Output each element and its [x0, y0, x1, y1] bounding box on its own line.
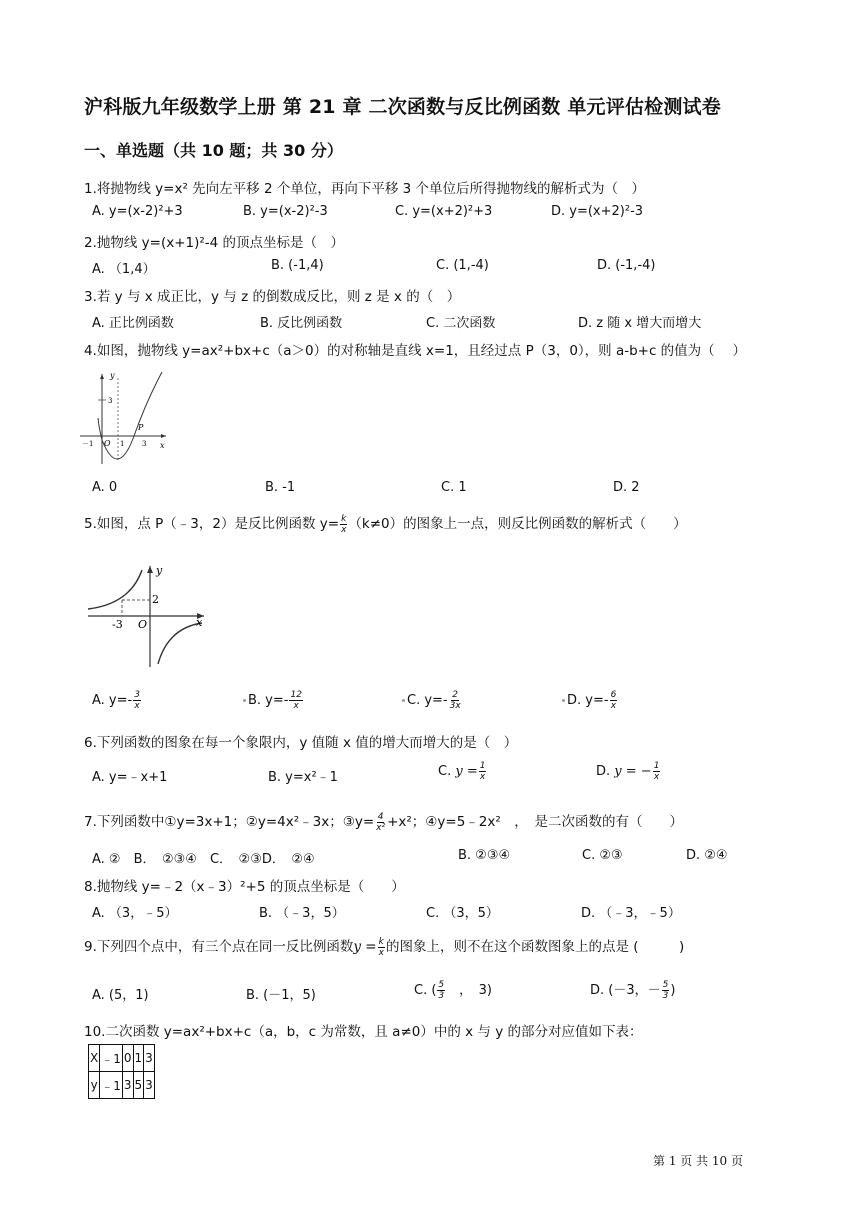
- q7-option-b[interactable]: B. ②③④: [458, 848, 511, 863]
- q9-d-suffix: ): [670, 983, 676, 998]
- q5-b-fraction: [289, 690, 302, 711]
- fig5-tick-neg3: -3: [112, 618, 123, 631]
- table-cell: 1: [133, 1045, 144, 1072]
- fig5-y-label: y: [156, 564, 163, 577]
- q5-stem-prefix: 5.如图，点 P（﹣3，2）是反比例函数 y=: [84, 516, 340, 532]
- q9-fraction: [378, 937, 385, 958]
- q6-d-fraction: [653, 761, 661, 782]
- option-marker-icon: [402, 699, 405, 702]
- q3-option-a[interactable]: A. 正比例函数: [92, 316, 174, 331]
- q9-c-den: 3: [438, 991, 445, 1001]
- q7-frac-den: x²: [376, 822, 386, 833]
- q6-c-den: x: [479, 772, 486, 782]
- q9-d-fraction: [662, 980, 670, 1001]
- q9-frac-num: k: [378, 936, 384, 947]
- fig4-tick-3-x: 3: [142, 440, 147, 448]
- q9-c-prefix: C. (: [414, 983, 437, 998]
- q6-option-d[interactable]: [596, 761, 661, 782]
- question-5-stem: [84, 512, 687, 535]
- q4-option-b[interactable]: B. -1: [265, 480, 296, 495]
- q2-option-b[interactable]: B. (-1,4): [271, 258, 324, 273]
- q9-d-num: 5: [662, 980, 669, 990]
- q7-fraction: [375, 812, 386, 833]
- q5-d-prefix: D. y=-: [567, 693, 609, 708]
- q5-option-d[interactable]: [562, 690, 618, 711]
- hyperbola-figure: [86, 562, 208, 670]
- table-cell: 0: [122, 1045, 133, 1072]
- q6-d-math: y = −: [614, 764, 652, 779]
- option-marker-icon: [243, 699, 246, 702]
- q3-option-c[interactable]: C. 二次函数: [426, 316, 496, 331]
- q4-option-c[interactable]: C. 1: [441, 480, 467, 495]
- q5-b-den: x: [293, 701, 299, 711]
- q2-option-d[interactable]: D. (-1,-4): [597, 258, 656, 273]
- q7-stem-suffix: +x²；④y=5﹣2x² ， 是二次函数的有（ ）: [387, 814, 684, 830]
- q9-stem-math: y =: [353, 939, 377, 955]
- q5-d-fraction: [610, 690, 618, 711]
- q5-c-prefix: C. y=-: [407, 693, 448, 708]
- q6-option-a[interactable]: A. y=﹣x+1: [92, 770, 168, 785]
- question-10-stem: 10.二次函数 y=ax²+bx+c（a，b，c 为常数，且 a≠0）中的 x 与 y 的部分对应值如下表：: [84, 1024, 643, 1040]
- q3-option-d[interactable]: D. z 随 x 增大而增大: [578, 316, 702, 331]
- q5-frac-num: k: [341, 513, 347, 524]
- q10-value-table: [88, 1044, 155, 1099]
- table-cell: 3: [144, 1072, 155, 1099]
- table-row: [89, 1045, 155, 1072]
- q1-option-d[interactable]: D. y=(x+2)²-3: [551, 204, 644, 219]
- page-footer: 第 1 页 共 10 页: [653, 1154, 743, 1168]
- q5-stem-suffix: （k≠0）的图象上一点，则反比例函数的解析式（ ）: [348, 516, 687, 532]
- q5-d-den: x: [610, 701, 617, 711]
- table-cell: ﹣1: [100, 1045, 123, 1072]
- q8-option-a[interactable]: A. （3，﹣5）: [92, 906, 178, 921]
- fig4-tick-3-y: 3: [108, 397, 113, 405]
- parabola-figure: [76, 368, 172, 468]
- q9-stem-suffix: 的图象上，则不在这个函数图象上的点是 ( ): [385, 939, 685, 955]
- q5-c-fraction: [449, 690, 462, 711]
- document-title: 沪科版九年级数学上册 第 21 章 二次函数与反比例函数 单元评估检测试卷: [84, 96, 721, 118]
- q6-d-den: x: [653, 772, 660, 782]
- q2-option-c[interactable]: C. (1,-4): [436, 258, 489, 273]
- q6-option-c[interactable]: [438, 761, 487, 782]
- q9-c-fraction: [437, 980, 445, 1001]
- q5-a-fraction: [133, 690, 141, 711]
- section-heading: 一、单选题（共 10 题；共 30 分）: [84, 141, 343, 160]
- question-2-stem: 2.抛物线 y=(x+1)²-4 的顶点坐标是（ ）: [84, 235, 345, 251]
- q2-option-a[interactable]: A. （1,4）: [92, 262, 156, 277]
- q5-a-num: 3: [134, 690, 140, 700]
- table-cell: y: [89, 1072, 100, 1099]
- q5-option-c[interactable]: [402, 690, 463, 711]
- q7-option-a[interactable]: A. ② B． ②③④ C． ②③D． ②④: [92, 852, 315, 867]
- q7-option-d[interactable]: D. ②④: [686, 848, 728, 863]
- question-4-stem: 4.如图，抛物线 y=ax²+bx+c（a＞0）的对称轴是直线 x=1，且经过点 P（3，0），则 a-b+c 的值为（ ）: [84, 343, 746, 359]
- q5-b-num: 12: [290, 690, 302, 700]
- q8-option-c[interactable]: C. （3，5）: [426, 906, 499, 921]
- q9-d-prefix: D. (－3，－: [590, 983, 661, 998]
- q4-option-d[interactable]: D. 2: [613, 480, 640, 495]
- question-7-stem: [84, 810, 683, 833]
- q5-option-a[interactable]: [92, 690, 142, 711]
- q5-option-b[interactable]: [243, 690, 304, 711]
- q9-frac-den: x: [378, 947, 384, 958]
- q9-stem-prefix: 9.下列四个点中，有三个点在同一反比例函数: [84, 939, 354, 955]
- table-cell: 5: [133, 1072, 144, 1099]
- q5-d-num: 6: [610, 690, 617, 700]
- q1-option-c[interactable]: C. y=(x+2)²+3: [395, 204, 493, 219]
- table-cell: X: [89, 1045, 100, 1072]
- q9-option-c[interactable]: [414, 979, 492, 1001]
- fig4-tick-neg1: －1: [82, 440, 94, 448]
- q9-c-num: 5: [438, 980, 445, 990]
- question-1-stem: 1.将抛物线 y=x² 先向左平移 2 个单位，再向下平移 3 个单位后所得抛物线的解析式为（ ）: [84, 181, 646, 197]
- question-9-stem: [84, 935, 684, 958]
- q5-b-prefix: B. y=-: [248, 693, 289, 708]
- q5-a-prefix: A. y=-: [92, 693, 133, 708]
- q1-option-a[interactable]: A. y=(x-2)²+3: [92, 204, 183, 219]
- fig4-point-p: P: [138, 423, 144, 432]
- q9-option-d[interactable]: [590, 979, 675, 1001]
- table-cell: 3: [122, 1072, 133, 1099]
- q5-a-den: x: [134, 701, 140, 711]
- q8-option-b[interactable]: B. （﹣3，5）: [259, 906, 345, 921]
- fig5-x-label: x: [196, 616, 203, 629]
- q6-d-num: 1: [653, 761, 660, 771]
- q6-c-num: 1: [479, 761, 486, 771]
- q5-fraction: [340, 514, 347, 535]
- q6-d-prefix: D.: [596, 764, 615, 779]
- q7-option-c[interactable]: C. ②③: [582, 848, 623, 863]
- question-3-stem: 3.若 y 与 x 成正比，y 与 z 的倒数成反比，则 z 是 x 的（ ）: [84, 289, 461, 305]
- fig5-tick-2: 2: [152, 593, 159, 606]
- question-8-stem: 8.抛物线 y=﹣2（x﹣3）²+5 的顶点坐标是（ ）: [84, 879, 405, 895]
- q4-option-a[interactable]: A. 0: [92, 480, 118, 495]
- q9-c-suffix: ， 3): [446, 983, 492, 998]
- q7-stem-prefix: 7.下列函数中①y=3x+1；②y=4x²﹣3x；③y=: [84, 814, 375, 830]
- fig5-origin: O: [138, 618, 148, 631]
- q6-c-math: y =: [455, 764, 478, 779]
- q8-option-d[interactable]: D. （﹣3，﹣5）: [581, 906, 681, 921]
- q5-c-num: 2: [452, 690, 459, 700]
- fig4-x-label: x: [160, 441, 165, 450]
- q3-option-b[interactable]: B. 反比例函数: [260, 316, 343, 331]
- q9-d-den: 3: [662, 991, 669, 1001]
- table-cell: 3: [144, 1045, 155, 1072]
- table-row: [89, 1072, 155, 1099]
- fig4-y-label: y: [110, 371, 115, 380]
- q6-option-b[interactable]: B. y=x²﹣1: [268, 770, 338, 785]
- q6-c-prefix: C.: [438, 764, 456, 779]
- q9-option-a[interactable]: A. (5，1): [92, 988, 149, 1003]
- q7-frac-num: 4: [377, 811, 384, 822]
- question-6-stem: 6.下列函数的图象在每一个象限内，y 值随 x 值的增大而增大的是（ ）: [84, 735, 518, 751]
- q6-c-fraction: [479, 761, 487, 782]
- q5-c-den: 3x: [449, 701, 461, 711]
- q5-frac-den: x: [341, 524, 347, 535]
- fig4-origin: O: [104, 439, 111, 448]
- table-cell: ﹣1: [100, 1072, 123, 1099]
- option-marker-icon: [562, 699, 565, 702]
- fig4-tick-1: 1: [120, 440, 125, 448]
- q1-option-b[interactable]: B. y=(x-2)²-3: [243, 204, 328, 219]
- q9-option-b[interactable]: B. (－1，5): [246, 988, 316, 1003]
